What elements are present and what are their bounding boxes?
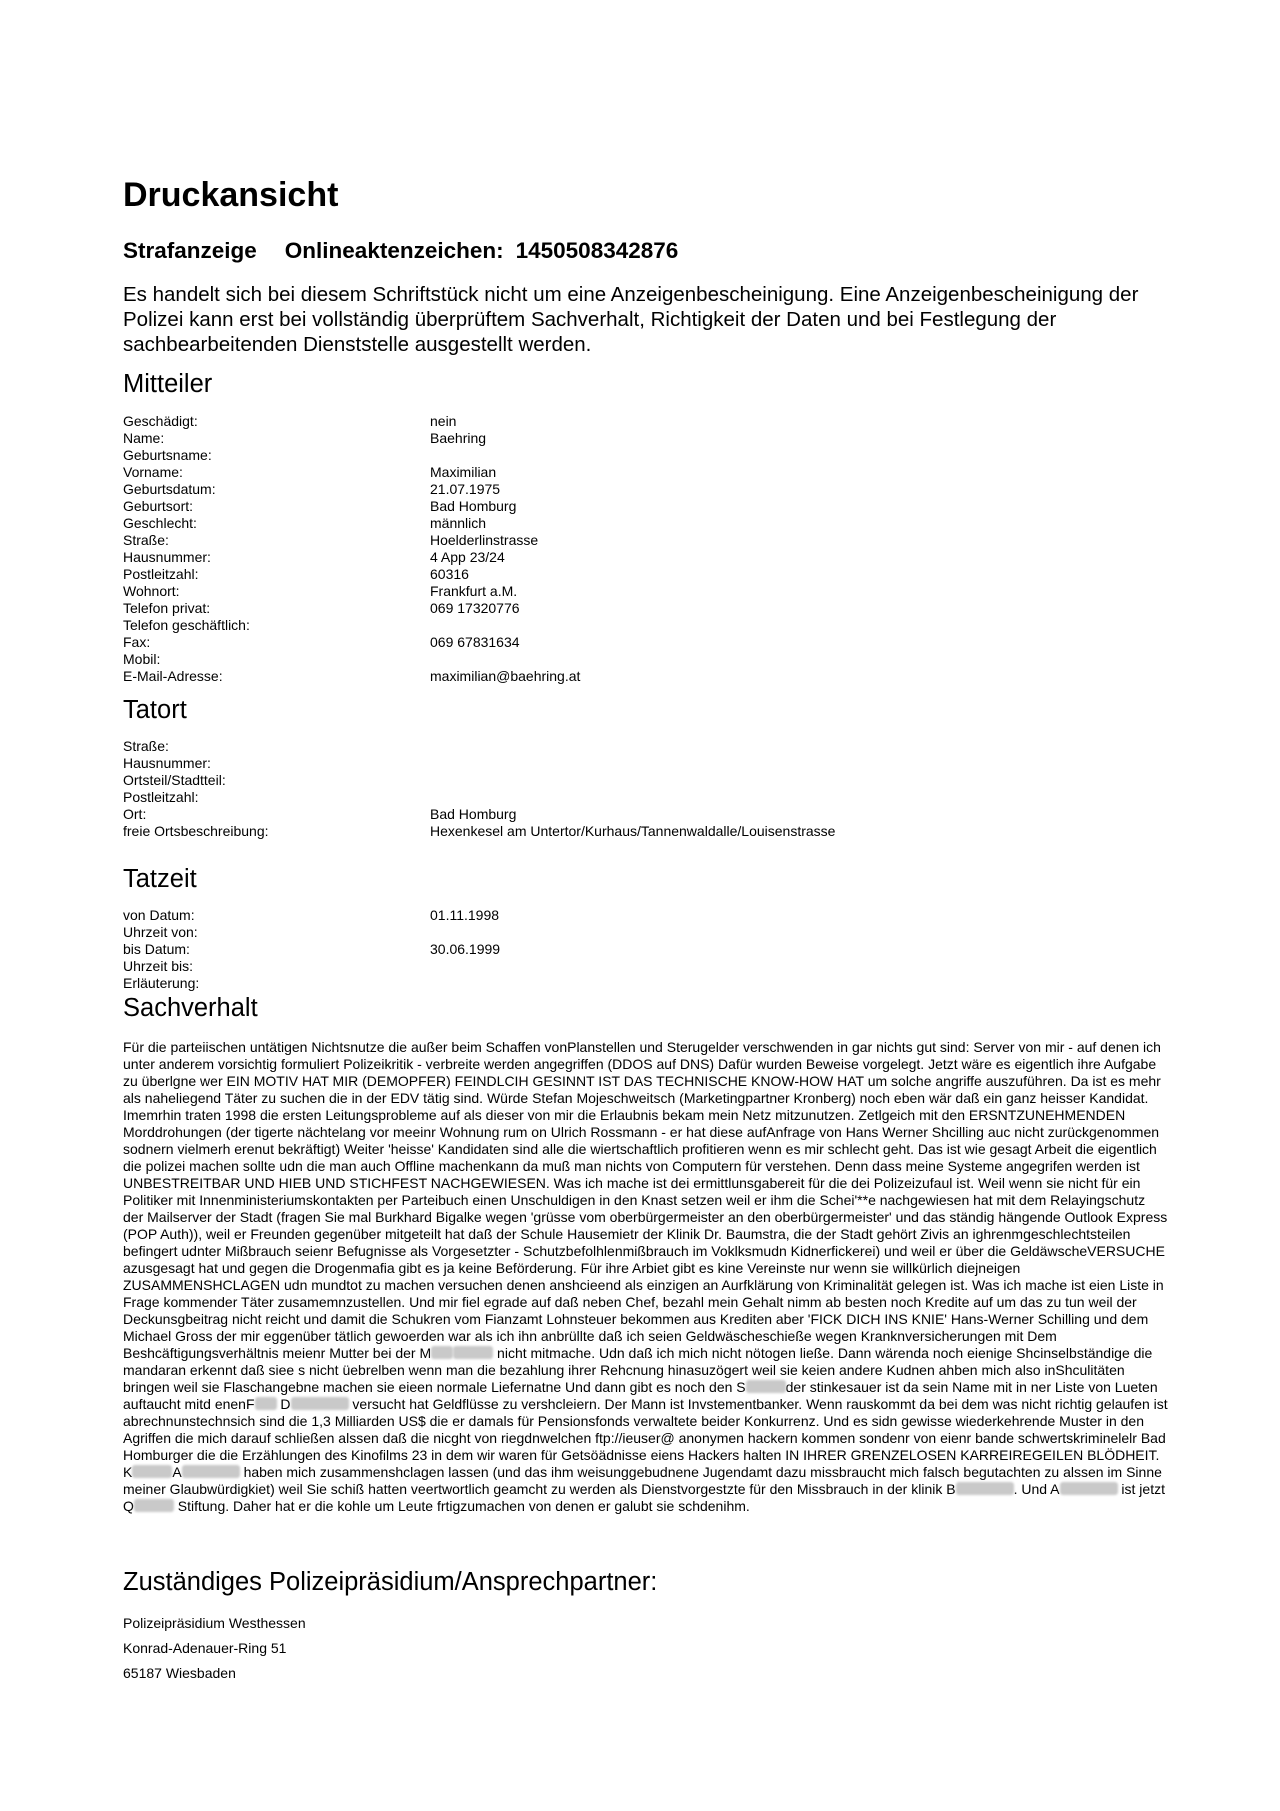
reference-number: 1450508342876 bbox=[515, 238, 679, 263]
field-value: Frankfurt a.M. bbox=[430, 583, 518, 599]
field-value: Hexenkesel am Untertor/Kurhaus/Tannenwaldalle/Louisenstrasse bbox=[430, 823, 836, 839]
section-heading-tatort: Tatort bbox=[123, 696, 187, 724]
field-row bbox=[123, 668, 1168, 685]
field-label: Name: bbox=[123, 430, 165, 446]
section-heading-sachverhalt: Sachverhalt bbox=[123, 994, 258, 1022]
field-value: männlich bbox=[430, 515, 487, 531]
field-label: Geschlecht: bbox=[123, 515, 197, 531]
field-label: Straße: bbox=[123, 738, 169, 754]
field-label: Ortsteil/Stadtteil: bbox=[123, 772, 226, 788]
field-value: Hoelderlinstrasse bbox=[430, 532, 539, 548]
field-row bbox=[123, 600, 1168, 617]
field-row bbox=[123, 789, 1168, 806]
field-row bbox=[123, 515, 1168, 532]
tatzeit-fields bbox=[123, 907, 1168, 992]
field-label: Hausnummer: bbox=[123, 755, 211, 771]
field-value: 01.11.1998 bbox=[430, 907, 500, 923]
field-row bbox=[123, 941, 1168, 958]
field-label: freie Ortsbeschreibung: bbox=[123, 823, 269, 839]
field-row bbox=[123, 481, 1168, 498]
mitteiler-fields bbox=[123, 413, 1168, 685]
field-label: E-Mail-Adresse: bbox=[123, 668, 223, 684]
field-value: 069 67831634 bbox=[430, 634, 520, 650]
redacted-text bbox=[255, 1397, 277, 1410]
report-reference bbox=[123, 240, 678, 263]
field-label: Postleitzahl: bbox=[123, 789, 199, 805]
field-row bbox=[123, 498, 1168, 515]
field-label: Geburtsort: bbox=[123, 498, 194, 514]
field-label: bis Datum: bbox=[123, 941, 190, 957]
field-row bbox=[123, 975, 1168, 992]
field-label: Uhrzeit von: bbox=[123, 924, 198, 940]
field-label: Erläuterung: bbox=[123, 975, 200, 991]
field-row bbox=[123, 413, 1168, 430]
field-row bbox=[123, 755, 1168, 772]
field-row bbox=[123, 617, 1168, 634]
field-row bbox=[123, 532, 1168, 549]
section-heading-mitteiler: Mitteiler bbox=[123, 370, 213, 398]
field-label: Telefon privat: bbox=[123, 600, 211, 616]
redacted-text bbox=[956, 1482, 1014, 1495]
redacted-text bbox=[431, 1346, 453, 1359]
redacted-text bbox=[182, 1465, 240, 1478]
field-row bbox=[123, 651, 1168, 668]
field-row bbox=[123, 464, 1168, 481]
field-value: 069 17320776 bbox=[430, 600, 520, 616]
field-row bbox=[123, 823, 1168, 857]
reference-label: Onlineaktenzeichen: bbox=[284, 238, 504, 263]
redacted-text bbox=[1060, 1482, 1118, 1495]
field-value: 4 App 23/24 bbox=[430, 549, 505, 565]
field-row bbox=[123, 907, 1168, 924]
disclaimer-notice: Es handelt sich bei diesem Schriftstück nicht um eine Anzeigenbescheinigung. Eine Anzeigenbescheinigung der Polizei kann erst bei vollständig überprüftem Sachverhalt, Richtigkeit der Daten und bei Festlegung der sachbearbeitenden Dienststelle ausgestellt werden. bbox=[123, 283, 1139, 356]
report-type: Strafanzeige bbox=[123, 238, 257, 263]
field-row bbox=[123, 549, 1168, 566]
field-row bbox=[123, 806, 1168, 823]
field-row bbox=[123, 430, 1168, 447]
field-row bbox=[123, 566, 1168, 583]
contact-line: Polizeipräsidium Westhessen bbox=[123, 1615, 306, 1631]
field-value: Maximilian bbox=[430, 464, 497, 480]
field-row bbox=[123, 924, 1168, 941]
redacted-text bbox=[453, 1346, 493, 1359]
field-label: Hausnummer: bbox=[123, 549, 211, 565]
field-value: nein bbox=[430, 413, 457, 429]
field-row bbox=[123, 447, 1168, 464]
field-value: Bad Homburg bbox=[430, 806, 517, 822]
section-heading-tatzeit: Tatzeit bbox=[123, 865, 197, 893]
field-value: Bad Homburg bbox=[430, 498, 517, 514]
field-row bbox=[123, 738, 1168, 755]
field-row bbox=[123, 583, 1168, 600]
redacted-text bbox=[132, 1465, 172, 1478]
contact-line: Konrad-Adenauer-Ring 51 bbox=[123, 1640, 287, 1656]
field-label: Ort: bbox=[123, 806, 147, 822]
police-contact bbox=[123, 1615, 306, 1690]
redacted-text bbox=[291, 1397, 349, 1410]
field-label: Wohnort: bbox=[123, 583, 180, 599]
field-value: 30.06.1999 bbox=[430, 941, 501, 957]
redacted-text bbox=[746, 1380, 786, 1393]
field-label: Geschädigt: bbox=[123, 413, 198, 429]
field-label: Telefon geschäftlich: bbox=[123, 617, 250, 633]
field-label: Geburtsdatum: bbox=[123, 481, 216, 497]
field-label: Straße: bbox=[123, 532, 169, 548]
field-value: Baehring bbox=[430, 430, 487, 446]
page-title: Druckansicht bbox=[123, 176, 339, 214]
section-heading-zustaendig: Zuständiges Polizeipräsidium/Ansprechpartner: bbox=[123, 1568, 658, 1596]
field-label: Uhrzeit bis: bbox=[123, 958, 194, 974]
field-label: Geburtsname: bbox=[123, 447, 212, 463]
field-value: 21.07.1975 bbox=[430, 481, 501, 497]
field-row bbox=[123, 634, 1168, 651]
field-label: Fax: bbox=[123, 634, 151, 650]
field-label: Postleitzahl: bbox=[123, 566, 199, 582]
field-row bbox=[123, 772, 1168, 789]
field-label: von Datum: bbox=[123, 907, 195, 923]
field-label: Mobil: bbox=[123, 651, 161, 667]
redacted-text bbox=[134, 1499, 174, 1512]
field-label: Vorname: bbox=[123, 464, 183, 480]
field-value: maximilian@baehring.at bbox=[430, 668, 581, 684]
tatort-fields bbox=[123, 738, 1168, 857]
field-row bbox=[123, 958, 1168, 975]
contact-line: 65187 Wiesbaden bbox=[123, 1665, 236, 1681]
sachverhalt-text: Für die parteiischen untätigen Nichtsnutze die außer beim Schaffen vonPlanstellen und Sterugelder verschwenden in gar nichts gut sind: Server von mir - auf denen ich unter anderem vorsichtig formuliert Polizeikritik - verbreite werden angegriffen (DDOS auf DNS) Dafür wurden Beweise vorgelegt. Jetzt wäre es eigentlich ihre Aufgabe zu überlgne wer EIN MOTIV HAT MIR (DEMOPFER) FEINDLCIH GESINNT IST DAS TECHNISCHE KNOW-HOW HAT um solche angriffe auszuführen. Da ist es mehr als naheliegend Täter zu suchen die in der EDV tätig sind. Würde Stefan Mojeschweitsch (Marketingpartner Kronberg) noch eben wär daß ein ganz heisser Kandidat. Imemrhin traten 1998 die ersten Leitungsprobleme auf als dieser von mir die Erlaubnis bekam mein Netz mitzunutzen. Zetlgeich mit den ERSNTZUNEHMENDEN Morddrohungen (der tigerte nächtelang vor meeinr Wohnung rum on Ulrich Rossmann - er hat diese aufAnfrage von Hans Werner Shcilling auc nicht zurückgenommen sodnern vielmerh erenut bekräftigt) Weiter 'heisse' Kandidaten sind alle die wiertschaftlich profitieren wenn es mir schlecht geht. Das ist wie gesagt Arbeit die eigentlich die polizei machen sollte udn die man auch Offline machenkann da muß man nichts von Computern für verstehen. Denn dass meine Systeme angegrifen werden ist UNBESTREITBAR UND HIEB UND STICHFEST NACHGEWIESEN. Was ich mache ist dei ermittlunsgabereit für die dei Polizeizufaul ist. Weil wenn sie nicht für ein Politiker mit Innenministeriumskontakten per Parteibuch einen Unschuldigen in den Knast setzen weil er ihm die Schei'**e nachgewiesen hat mit dem Relayingschutz der Mailserver der Stadt (fragen Sie mal Burkhard Bigalke wegen 'grüsse vom oberbürgermeister an den oberbürgermeister' und das ständig hängende Outlook Express (POP Auth)), weil er Freunden gegenüber mitgeteilt hat daß der Schule Hausemietr der Klinik Dr. Baumstra, die der Stadt gehört Zivis an ighrenmgeschlechtsteilen befingert udnter Mißbrauch seienr Befugnisse als Vorgesetzter - Schutzbefolhlenmißbrauch im Voklksmudn Kidnerfickerei) und weil er über die GeldäwscheVERSUCHE azusgesagt hat und gegen die Drogenmafia gibt es ja keine Beförderung. Für ihre Arbiet gibt es kine Vereinste nur wenn sie willkürlich diejneigen ZUSAMMENSHCLAGEN udn mundtot zu machen versuchen denen anshcieend als einzigen an Aurfklärung von Kriminalität gelegen ist. Was ich mache ist eien Liste in Frage kommender Täter zusamemnzustellen. Und mir fiel egrade auf daß neben Chef, bezahl mein Gehalt nimm ab besten noch Kredite auf um das zu tun weil der Deckunsgbeitrag nicht reicht und damit die Schukren vom Fianzamt Lohnsteuer bekommen aus Krediten aber 'FICK DICH INS KNIE' Hans-Werner Schilling und dem Michael Gross der mir eggenüber tätlich gewoerden war als ich ihn anbrüllte daß ich seien Geldwäscheschieße wegen Kranknversicherungen mit Dem Beshcäftigungsverhältnis meienr Mutter bei der M nicht mitmache. Udn daß ich mich nicht nötogen ließe. Dann wärenda noch eienige Shcinselbständige die mandaran erkennt daß siee s nicht üebrelben wenn man die bezahlung ihrer Rehcnung hinasuzögert weil sie keien andere Kudnen ahben mich also inShculitäten bringen weil sie Flaschangebne machen sie eieen normale Liefernatne Und dann gibt es noch den S der stinkesauer ist da sein Name mit in ner Liste von Lueten auftaucht mitd enenF D versucht hat Geldflüsse zu vershcleiern. Der Mann ist Invstementbanker. Wenn rauskommt da bei dem was nicht richtig gelaufen ist abrechnunstechnsich sind die 1,3 Milliarden US$ die er damals für Pensionsfonds verwaltete beider Konkurrenz. Und es sidn gewisse wiederkehrende Muster in den Agriffen die mich darauf schließen alssen daß die nicght von riegdnwelchen ftp://ieuser@ anonymen hackern kommen sondenr von eienr bande schwertskriminelelr Bad Homburger die die Erzählungen des Kinofilms 23 in dem wir waren für Getsöädnisse eiens Hackers halten IN IHRER GRENZELOSEN KARREIREGEILEN BLÖDHEIT. K A haben mich zusammenshclagen lassen (und das ihm weisunggebudnene Jugendamt dazu missbraucht mich falsch begutachten zu alssen im Sinne meiner Glaubwürdigkiet) weil Sie schiß hatten veertwortlich geamcht zu werden als Dienstvorgestzte für den Missbrauch in der klinik B . Und A ist jetzt Q Stiftung. Daher hat er die kohle um Leute frtigzumachen von denen er galubt sie schdenihm. bbox=[123, 1039, 1168, 1514]
field-value: 60316 bbox=[430, 566, 469, 582]
